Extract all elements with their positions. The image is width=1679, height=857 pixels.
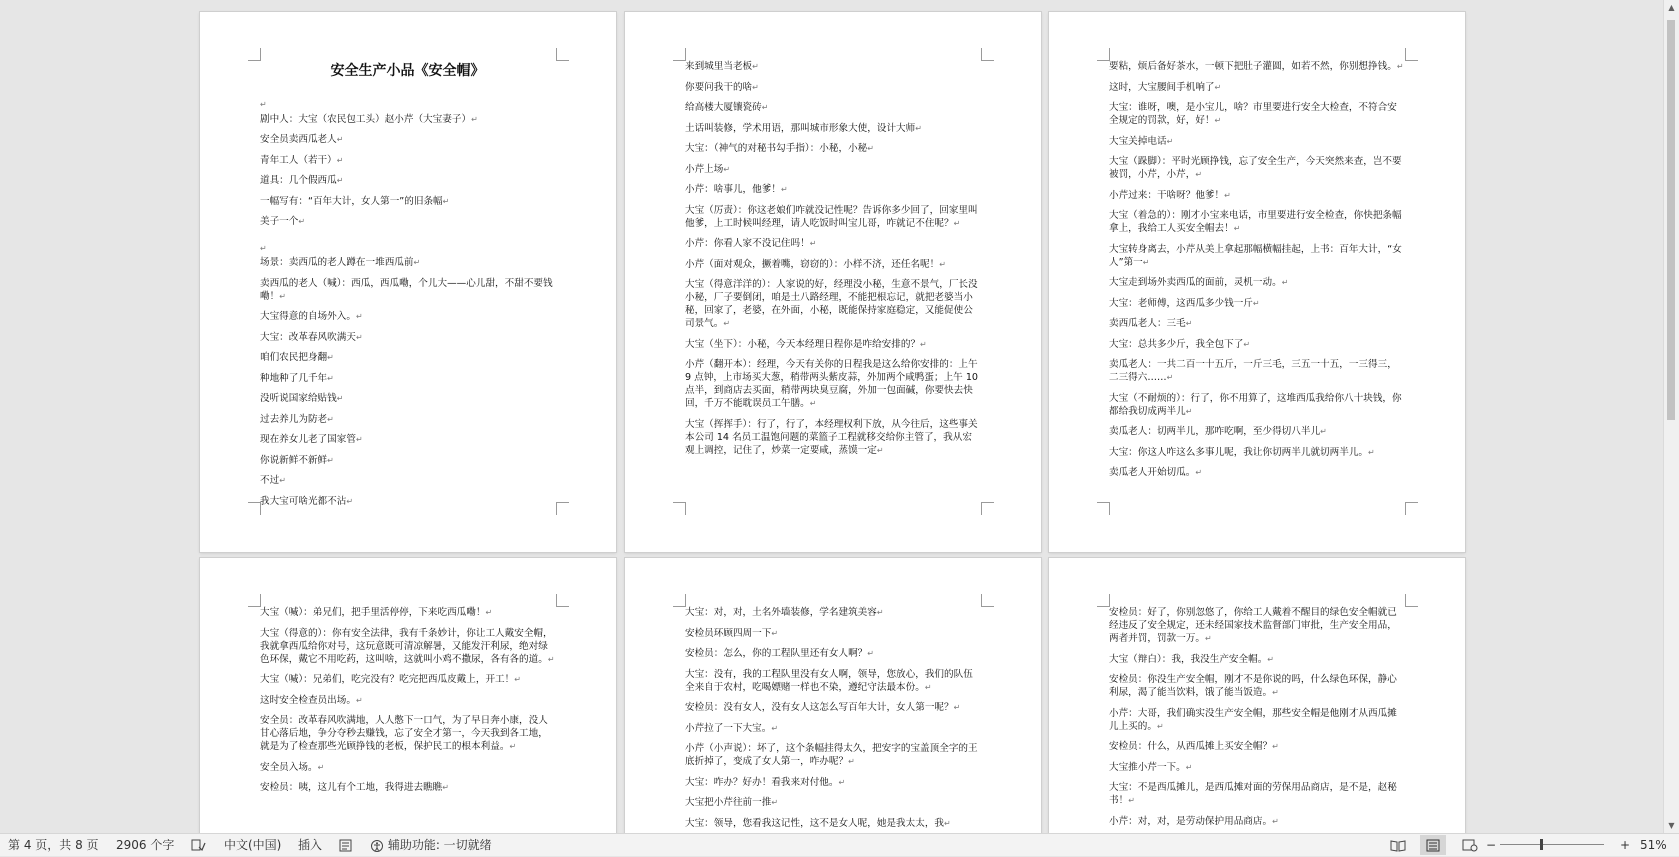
page-content[interactable]	[260, 606, 555, 802]
paragraph-mark-icon: ↵	[346, 496, 354, 506]
paragraph-text: 咱们农民把身翻	[260, 352, 328, 363]
paragraph[interactable]	[260, 154, 555, 167]
empty-paragraph[interactable]	[260, 236, 555, 253]
paragraph-mark-icon: ↵	[780, 185, 788, 194]
paragraph[interactable]	[260, 433, 555, 446]
paragraph-text: 安检员环顾四周一下	[685, 627, 772, 639]
paragraph[interactable]	[260, 331, 555, 344]
paragraph[interactable]	[685, 81, 980, 94]
paragraph[interactable]	[1109, 101, 1404, 127]
page-content[interactable]	[1109, 60, 1404, 487]
language[interactable]: 中文(中国)	[224, 838, 282, 852]
margin-corner-mark	[556, 594, 569, 607]
status-bar	[0, 833, 1679, 856]
paragraph-mark-icon: ↵	[327, 353, 334, 362]
zoom-slider[interactable]	[1500, 844, 1604, 845]
paragraph[interactable]	[260, 256, 555, 269]
page-info[interactable]: 第 4 页，共 8 页	[8, 838, 99, 852]
paragraph-mark-icon: ↵	[317, 762, 325, 772]
paragraph-text: 小芹：啥事儿，他爹！	[685, 184, 781, 195]
paragraph-text: 大宝（厉责）：你这老娘们咋就没记性呢？告诉你多少回了，回家里叫他爹，上工时候叫经理，请人吃饭时叫宝儿哥，咋就记不住呢？	[685, 204, 978, 229]
paragraph[interactable]	[260, 195, 555, 208]
paragraph-mark-icon: ↵	[1233, 224, 1241, 233]
paragraph-text: 大宝（得意洋洋的）：人家说的好，经理没小秘，生意不景气，厂长没小秘，厂子要倒闭，咱是土八路经理，不能把根忘记，就把老婆当小秘，回家了，老婆，在外面，小秘，既能保持家庭稳定，又能促使公司景气。	[685, 279, 978, 329]
paragraph-text: 大宝：不是西瓜摊儿，是西瓜摊对面的劳保用品商店，是不是，赵秘书！	[1109, 782, 1397, 806]
paragraph-text: 卖西瓜的老人（喊）：西瓜，西瓜嘞，个儿大——心儿甜，不甜不要钱嘞！	[260, 277, 553, 302]
paragraph[interactable]	[260, 495, 555, 508]
paragraph-mark-icon: ↵	[471, 114, 478, 124]
paragraph-mark-icon: ↵	[1185, 762, 1193, 772]
paragraph-text: 安全员：改革春风吹满地，人人憋下一口气，为了早日奔小康，没人甘心落后地，争分夺秒去赚钱，忘了安全才第一，今天我到各工地，就是为了检查那些光顾挣钱的老板，保护民工的根本利益。	[260, 715, 548, 752]
paragraph[interactable]	[1109, 392, 1404, 418]
paragraph-text: 大宝：领导，您看我这记性，这不是女人呢，她是我太太，我	[685, 817, 945, 829]
paragraph-text: 大宝（得意的）：你有安全法律，我有千条妙计，你让工人戴安全帽，我就拿西瓜给你对号，这玩意既可清凉解暑，又能发汗利尿，绝对绿色环保，戴它不用吃药，这叫啥，这就叫小鸡不撒尿，各有各的道。	[260, 627, 553, 665]
paragraph-mark-icon: ↵	[336, 394, 344, 403]
paragraph-mark-icon: ↵	[509, 742, 517, 751]
paragraph-mark-icon: ↵	[1272, 816, 1279, 826]
accessibility-icon	[370, 839, 384, 853]
paragraph[interactable]	[260, 454, 555, 467]
paragraph-text: 大宝得意的自场外入。	[260, 311, 356, 322]
paragraph-mark-icon: ↵	[1204, 634, 1212, 643]
scroll-thumb[interactable]	[1667, 20, 1675, 420]
paragraph-text: 来到城里当老板	[685, 61, 753, 72]
print-layout-icon[interactable]	[1420, 835, 1446, 855]
paragraph[interactable]	[1109, 653, 1404, 666]
paragraph-text: 种地种了几千年	[260, 372, 328, 384]
paragraph[interactable]	[685, 338, 980, 351]
paragraph[interactable]	[1109, 276, 1404, 289]
paragraph-mark-icon: ↵	[809, 399, 817, 408]
zoom-level[interactable]: 51%	[1640, 838, 1667, 852]
document-title[interactable]: 安全生产小品《安全帽》	[330, 63, 485, 79]
paragraph[interactable]	[260, 781, 555, 794]
macro-icon[interactable]	[339, 834, 352, 856]
paragraph-text: 大宝转身离去，小芹从美上拿起那幅横幅挂起，上书：百年大计，“女人”第一	[1109, 243, 1402, 268]
page-5[interactable]	[625, 558, 1041, 833]
paragraph-text: 大宝：改革春风吹满天	[260, 331, 356, 343]
paragraph[interactable]	[1109, 673, 1404, 699]
paragraph[interactable]	[685, 701, 980, 714]
paragraph-mark-icon: ↵	[723, 164, 731, 174]
paragraph-mark-icon: ↵	[413, 258, 421, 267]
paragraph-mark-icon: ↵	[355, 695, 363, 705]
accessibility-label: 辅助功能: 一切就绪	[387, 838, 492, 852]
paragraph[interactable]	[685, 142, 980, 155]
paragraph-text: 大宝（不耐烦的）：行了，你不用算了，这堆西瓜我给你八十块钱，你都给我切成两半儿	[1109, 392, 1402, 417]
paragraph-text: 小芹：你看人家不没记住吗！	[685, 238, 810, 249]
paragraph[interactable]	[1109, 60, 1404, 73]
paragraph-text: 大宝（辩白）：我，我没生产安全帽。	[1109, 653, 1268, 665]
zoom-out-button[interactable]: −	[1486, 838, 1497, 852]
paragraph-mark-icon: ↵	[761, 103, 769, 112]
paragraph-text: 剧中人：大宝（农民包工头）赵小芹（大宝妻子）	[260, 113, 472, 125]
paragraph[interactable]	[260, 372, 555, 385]
paragraph-text: 大宝：没有，我的工程队里没有女人啊，领导，您放心，我们的队伍全来自于农村，吃喝嫖赌一样也不染，遵纪守法最本份。	[685, 668, 973, 693]
paragraph-mark-icon: ↵	[355, 332, 363, 342]
paragraph-mark-icon: ↵	[514, 675, 521, 684]
paragraph[interactable]	[685, 742, 980, 768]
paragraph-mark-icon: ↵	[771, 798, 779, 807]
paragraph[interactable]	[260, 277, 555, 303]
web-layout-icon[interactable]	[1462, 834, 1478, 856]
paragraph-mark-icon: ↵	[1195, 170, 1203, 179]
margin-corner-mark	[981, 48, 994, 61]
paragraph-text: 美子一个	[260, 216, 299, 227]
paragraph-mark-icon: ↵	[260, 100, 267, 109]
paragraph-text: 安检员：什么，从西瓜摊上买安全帽？	[1109, 741, 1273, 752]
zoom-slider-thumb[interactable]	[1540, 839, 1543, 850]
margin-corner-mark	[1405, 48, 1418, 61]
paragraph-text: 大宝把小芹往前一推	[685, 797, 772, 808]
paragraph-text: 安检员：没有女人，没有女人这怎么写百年大计，女人第一呢？	[685, 702, 954, 713]
paragraph-mark-icon: ↵	[1281, 278, 1289, 287]
paragraph-text: 场景：卖西瓜的老人蹲在一堆西瓜前	[260, 257, 414, 268]
paragraph[interactable]	[685, 183, 980, 196]
paragraph-text: 这时安全检查员出场。	[260, 694, 356, 706]
margin-corner-mark	[981, 502, 994, 515]
paragraph-mark-icon: ↵	[939, 259, 946, 269]
margin-corner-mark	[1405, 502, 1418, 515]
paragraph-text: 安检员：你没生产安全帽，刚才不是你说的吗，什么绿色环保，静心利尿，渴了能当饮料，饿了能当饭造。	[1109, 674, 1397, 698]
paragraph-mark-icon: ↵	[809, 239, 817, 248]
paragraph[interactable]	[685, 796, 980, 809]
paragraph-text: 安检员：好了，你别忽悠了，你给工人戴着不醒目的绿色安全帽就已经违反了安全规定，还未经国家技术监督部门审批，生产安全用品，两者并罚，罚款一万。	[1109, 607, 1397, 644]
paragraph-mark-icon: ↵	[771, 628, 779, 638]
paragraph-mark-icon: ↵	[1185, 319, 1193, 328]
page-content[interactable]	[1109, 606, 1404, 833]
paragraph-mark-icon: ↵	[1396, 62, 1404, 71]
paragraph-mark-icon: ↵	[1128, 796, 1135, 805]
paragraph-mark-icon: ↵	[848, 757, 855, 766]
paragraph[interactable]	[260, 392, 555, 405]
paragraph-mark-icon: ↵	[876, 608, 884, 617]
paragraph-text: 大宝（坐下）：小秘，今天本经理日程你是咋给安排的？	[685, 338, 921, 350]
paragraph-mark-icon: ↵	[336, 155, 344, 165]
paragraph-text: 大宝（挥挥手）：行了，行了，本经理权利下放，从今往后，这些事关本公司 14 名员工温饱问题的菜篮子工程就移交给你主管了，我从宏观上调控，记住了，炒菜一定要咸，蒸馍一定	[685, 418, 978, 456]
margin-corner-mark	[248, 48, 261, 61]
paragraph-text: 卖西瓜老人：三毛	[1109, 318, 1186, 329]
page-content[interactable]	[685, 606, 980, 833]
paragraph-mark-icon: ↵	[944, 818, 951, 828]
paragraph-text: 大宝（着急的）：刚才小宝来电话，市里要进行安全检查，你快把条幅拿上，我给工人买安全帽去！	[1109, 210, 1402, 234]
paragraph-mark-icon: ↵	[838, 777, 846, 787]
paragraph-mark-icon: ↵	[442, 196, 450, 206]
paragraph-mark-icon: ↵	[1243, 339, 1251, 349]
paragraph-mark-icon: ↵	[953, 703, 961, 712]
paragraph-mark-icon: ↵	[260, 243, 267, 253]
paragraph-mark-icon: ↵	[327, 373, 334, 383]
paragraph[interactable]	[685, 258, 980, 271]
paragraph[interactable]	[685, 418, 980, 457]
paragraph-text: 大宝：老师傅，这西瓜多少钱一斤	[1109, 297, 1253, 309]
paragraph-mark-icon: ↵	[298, 217, 306, 226]
paragraph[interactable]	[1109, 297, 1404, 310]
paragraph[interactable]	[1109, 425, 1404, 438]
paragraph-text: 大宝走到场外卖西瓜的面前，灵机一动。	[1109, 277, 1282, 288]
paragraph-mark-icon: ↵	[867, 144, 874, 153]
paragraph[interactable]	[685, 647, 980, 660]
paragraph-mark-icon: ↵	[1272, 688, 1279, 697]
paragraph[interactable]	[685, 817, 980, 830]
paragraph[interactable]	[1109, 466, 1404, 479]
read-mode-icon[interactable]	[1390, 834, 1406, 856]
paragraph[interactable]	[685, 627, 980, 640]
paragraph-mark-icon: ↵	[771, 723, 779, 733]
paragraph-mark-icon: ↵	[752, 82, 759, 92]
paragraph-mark-icon: ↵	[924, 682, 932, 692]
paragraph-text: 大宝关掉电话	[1109, 135, 1167, 147]
accessibility-status[interactable]	[370, 834, 492, 856]
page-6[interactable]	[1049, 558, 1465, 833]
paragraph-text: 土话叫装修，学术用语，那叫城市形象大使，设计大师	[685, 122, 916, 134]
paragraph[interactable]	[260, 673, 555, 686]
margin-corner-mark	[556, 48, 569, 61]
paragraph[interactable]	[1109, 155, 1404, 181]
paragraph[interactable]	[1109, 317, 1404, 330]
paragraph-mark-icon: ↵	[953, 218, 961, 228]
paragraph-mark-icon: ↵	[1195, 468, 1203, 477]
paragraph[interactable]	[685, 776, 980, 789]
paragraph[interactable]	[260, 627, 555, 666]
margin-corner-mark	[1097, 502, 1110, 515]
page-4[interactable]	[200, 558, 616, 833]
paragraph-text: 我大宝可啥光都不沾	[260, 495, 347, 507]
paragraph-text: 小芹上场	[685, 163, 724, 175]
paragraph-mark-icon: ↵	[1214, 116, 1222, 125]
paragraph-mark-icon: ↵	[279, 476, 286, 485]
paragraph[interactable]	[1109, 446, 1404, 459]
paragraph-mark-icon: ↵	[1185, 406, 1193, 416]
paragraph-text: 这时，大宝腰间手机响了	[1109, 81, 1215, 93]
zoom-in-button[interactable]: +	[1620, 838, 1631, 852]
paragraph[interactable]	[685, 237, 980, 250]
paragraph[interactable]	[1109, 189, 1404, 202]
paragraph-text: 卖瓜老人开始切瓜。	[1109, 467, 1196, 478]
paragraph[interactable]	[685, 278, 980, 330]
paragraph-text: 要粘，烦后备好茶水，一顿下把肚子灌圆，如若不然，你别想挣钱。	[1109, 61, 1397, 72]
paragraph-mark-icon: ↵	[547, 654, 555, 664]
paragraph-text: 不过	[260, 475, 280, 486]
paragraph-mark-icon: ↵	[723, 319, 731, 328]
paragraph-text: 道具：几个假西瓜	[260, 175, 337, 186]
paragraph-mark-icon: ↵	[336, 135, 344, 144]
paragraph-text: 没听说国家给贴钱	[260, 393, 337, 404]
vertical-scrollbar[interactable]	[1663, 0, 1679, 833]
paragraph[interactable]	[260, 133, 555, 146]
paragraph[interactable]	[260, 714, 555, 753]
paragraph[interactable]	[260, 694, 555, 707]
paragraph-mark-icon: ↵	[355, 312, 363, 321]
insert-mode[interactable]: 插入	[298, 838, 323, 852]
paragraph[interactable]	[260, 761, 555, 774]
paragraph-text: 小芹：对，对，是劳动保护用品商店。	[1109, 815, 1273, 827]
paragraph-text: 你要问我干的啥	[685, 81, 753, 93]
paragraph-text: 大宝（跺脚）：平时光顾挣钱，忘了安全生产，今天突然来查，岂不要被罚，小芹，小芹，	[1109, 156, 1402, 180]
paragraph-mark-icon: ↵	[1267, 654, 1274, 664]
paragraph-text: 小芹：大哥，我们确实没生产安全帽，那些安全帽是他刚才从西瓜摊儿上买的。	[1109, 707, 1397, 732]
paragraph-text: 你说新鲜不新鲜	[260, 454, 328, 466]
page-2[interactable]	[625, 12, 1041, 552]
paragraph-mark-icon: ↵	[1224, 190, 1231, 200]
paragraph-text: 小芹（小声说）：坏了，这个条幅挂得太久，把安字的宝盖顶全字的王底折掉了，变成了女人第一，咋办呢？	[685, 743, 978, 767]
paragraph-mark-icon: ↵	[1272, 742, 1279, 751]
paragraph-text: 小芹过来：干啥呀？他爹！	[1109, 189, 1225, 201]
paragraph[interactable]	[1109, 761, 1404, 774]
paragraph[interactable]	[1109, 81, 1404, 94]
paragraph[interactable]	[1109, 740, 1404, 753]
paragraph[interactable]	[685, 163, 980, 176]
paragraph-mark-icon: ↵	[1214, 82, 1222, 92]
paragraph[interactable]	[260, 215, 555, 228]
paragraph-text: 卖瓜老人：一共二百一十五斤，一斤三毛，三五一十五，一三得三，二三得六……	[1109, 359, 1397, 383]
paragraph-text: 一幅写有：“百年大计，女人第一”的旧条幅	[260, 195, 443, 207]
paragraph-mark-icon: ↵	[336, 176, 344, 185]
paragraph[interactable]	[1109, 338, 1404, 351]
paragraph-mark-icon: ↵	[1166, 373, 1174, 382]
paragraph-text: 大宝：你这人咋这么多事儿呢，我让你切两半儿就切两半儿。	[1109, 446, 1369, 458]
paragraph[interactable]	[685, 122, 980, 135]
paragraph-mark-icon: ↵	[1368, 447, 1375, 457]
paragraph-mark-icon: ↵	[442, 783, 449, 792]
scroll-up-icon[interactable]: ▲	[1668, 3, 1675, 12]
paragraph[interactable]	[685, 204, 980, 230]
paragraph[interactable]	[1109, 707, 1404, 733]
paragraph[interactable]	[260, 474, 555, 487]
paragraph-mark-icon: ↵	[485, 608, 493, 617]
paragraph-text: 安检员：咦，这儿有个工地，我得进去瞧瞧	[260, 782, 443, 793]
empty-paragraph[interactable]	[260, 92, 555, 109]
paragraph-mark-icon: ↵	[279, 291, 286, 301]
paragraph-mark-icon: ↵	[1252, 298, 1260, 308]
margin-corner-mark	[1405, 594, 1418, 607]
paragraph[interactable]	[685, 358, 980, 410]
paragraph-text: 过去养儿为防老	[260, 413, 328, 425]
paragraph[interactable]	[1109, 358, 1404, 384]
paragraph[interactable]	[260, 606, 555, 619]
paragraph-text: 青年工人（若干）	[260, 154, 337, 166]
paragraph-text: 安全员卖西瓜老人	[260, 134, 337, 145]
paragraph-text: 给高楼大厦镶瓷砖	[685, 102, 762, 113]
paragraph-mark-icon: ↵	[920, 339, 927, 349]
paragraph[interactable]	[1109, 209, 1404, 235]
paragraph-text: 大宝：咋办？好办！看我来对付他。	[685, 776, 839, 788]
paragraph-text: 小芹拉了一下大宝。	[685, 722, 772, 734]
paragraph-text: 大宝（喊）：兄弟们，吃完没有？吃完把西瓜皮戴上，开工！	[260, 674, 515, 685]
paragraph-text: 现在养女儿老了国家管	[260, 434, 356, 445]
paragraph[interactable]	[1109, 135, 1404, 148]
paragraph-mark-icon: ↵	[752, 62, 759, 71]
paragraph-text: 大宝（喊）：弟兄们，把手里活停停，下来吃西瓜嘞！	[260, 607, 486, 618]
paragraph[interactable]	[1109, 606, 1404, 645]
paragraph-text: 大宝：对，对，土名外墙装修，学名建筑美容	[685, 607, 877, 618]
paragraph[interactable]	[685, 668, 980, 694]
paragraph-text: 卖瓜老人：切两半儿，那咋吃啊，至少得切八半儿	[1109, 426, 1321, 437]
word-count[interactable]: 2906 个字	[116, 838, 175, 852]
paragraph-mark-icon: ↵	[1156, 721, 1164, 731]
margin-corner-mark	[556, 502, 569, 515]
paragraph-text: 大宝：总共多少斤，我全包下了	[1109, 338, 1244, 350]
paragraph-text: 小芹（翻开本）：经理，今天有关你的日程我是这么给你安排的：上午 9 点钟，上市场买大葱，稍带两头紫皮蒜，外加两个咸鸭蛋；上午 10 点半，到商店去买面，稍带两块臭豆腐，外加一包面碱，你要快去快回，千万不能耽误员工午膳。	[685, 359, 979, 409]
margin-corner-mark	[981, 594, 994, 607]
paragraph[interactable]	[1109, 815, 1404, 828]
page-1[interactable]	[200, 12, 616, 552]
paragraph[interactable]	[1109, 781, 1404, 807]
paragraph[interactable]	[685, 606, 980, 619]
paragraph[interactable]	[260, 413, 555, 426]
paragraph-mark-icon: ↵	[1166, 136, 1174, 146]
page-3[interactable]	[1049, 12, 1465, 552]
paragraph-text: 大宝：（神气的对秘书勾手指）：小秘，小秘	[685, 143, 868, 154]
paragraph-mark-icon: ↵	[327, 455, 334, 465]
paragraph[interactable]	[685, 101, 980, 114]
margin-corner-mark	[673, 502, 686, 515]
paragraph-mark-icon: ↵	[1320, 427, 1327, 436]
page-content[interactable]	[260, 62, 555, 515]
proofing-icon[interactable]	[191, 834, 206, 856]
page-content[interactable]	[685, 60, 980, 464]
paragraph-mark-icon: ↵	[915, 123, 922, 133]
paragraph[interactable]	[1109, 243, 1404, 269]
paragraph-text: 安全员入场。	[260, 761, 318, 773]
paragraph-mark-icon: ↵	[867, 649, 874, 658]
paragraph-mark-icon: ↵	[355, 435, 363, 444]
paragraph-text: 安检员：怎么，你的工程队里还有女人啊？	[685, 648, 868, 659]
paragraph[interactable]	[685, 60, 980, 73]
paragraph[interactable]	[260, 113, 555, 126]
paragraph[interactable]	[260, 351, 555, 364]
paragraph-text: 大宝推小芹一下。	[1109, 761, 1186, 773]
paragraph[interactable]	[260, 174, 555, 187]
scroll-down-icon[interactable]: ▼	[1668, 821, 1675, 830]
paragraph[interactable]	[685, 722, 980, 735]
paragraph[interactable]	[260, 310, 555, 323]
paragraph-mark-icon: ↵	[1142, 257, 1150, 267]
paragraph-text: 大宝：谁呀，噢，是小宝儿，啥？市里要进行安全大检查，不符合安全规定的罚款，好，好！	[1109, 102, 1397, 126]
paragraph-mark-icon: ↵	[327, 414, 334, 424]
paragraph-mark-icon: ↵	[876, 445, 884, 455]
paragraph-text: 小芹（面对观众，撅着嘴，窃窃的）：小样不济，还任名呢！	[685, 258, 940, 270]
